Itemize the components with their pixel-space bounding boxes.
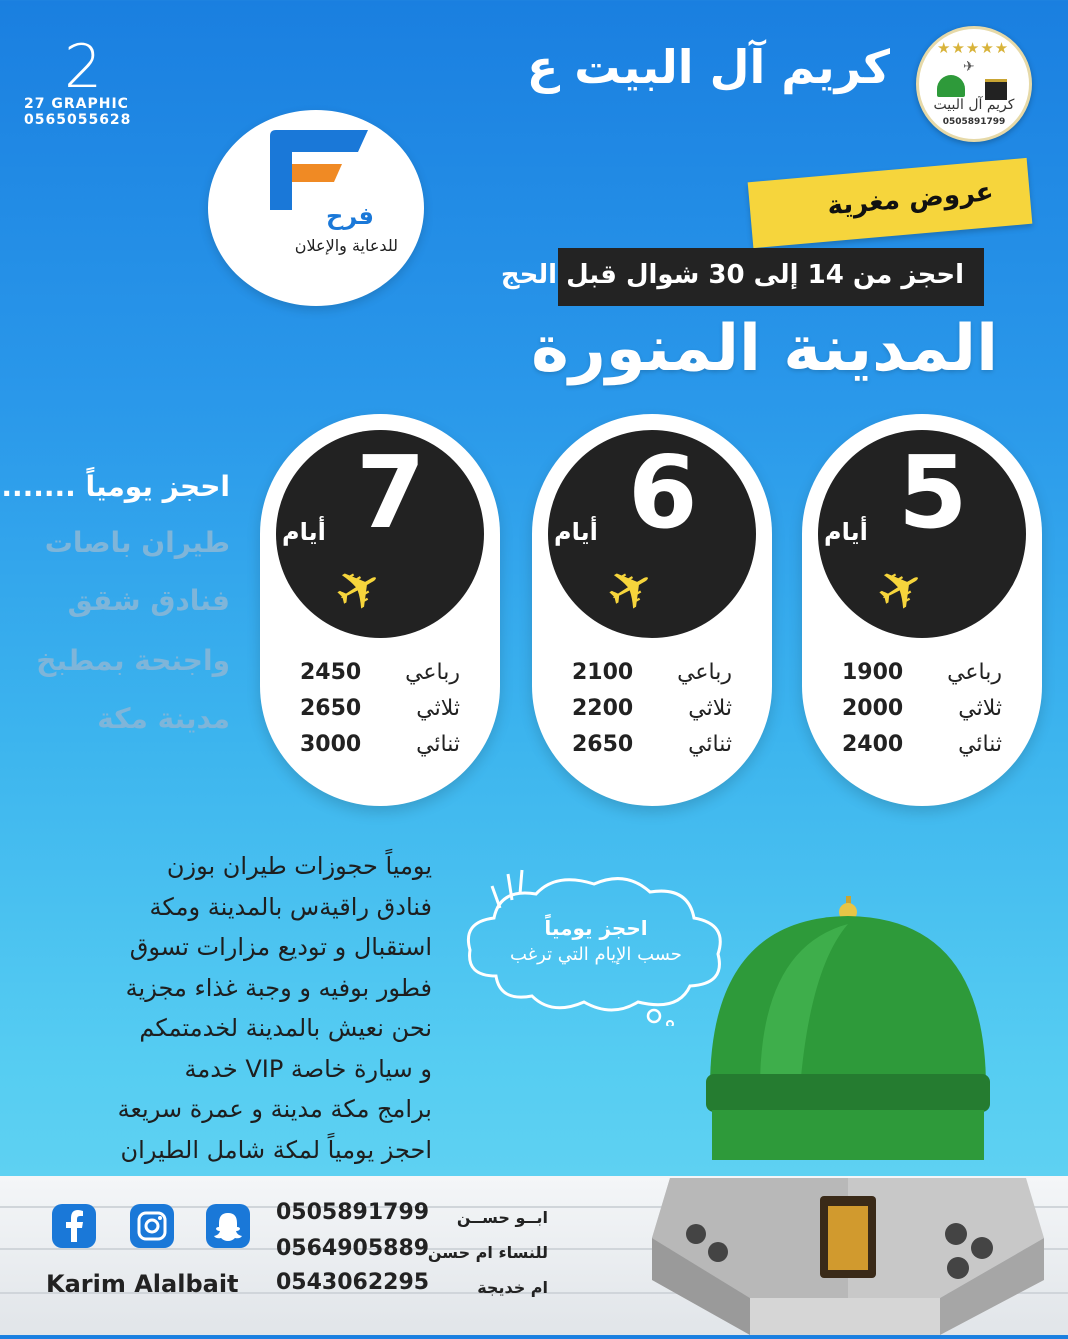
days-label: أيام	[824, 518, 868, 546]
package-card-5-days	[802, 414, 1042, 806]
side-list-item: مدينة مكة	[97, 702, 230, 735]
brand-title: كريم آل البيت ع	[526, 40, 890, 94]
contact-name: ابــو حســن	[456, 1208, 548, 1227]
contact-phone[interactable]: 0543062295	[276, 1270, 430, 1295]
studio-logo-mark: 2	[64, 32, 103, 102]
side-list-item: طيران باصات	[44, 526, 230, 559]
price-value: 2650	[572, 732, 634, 757]
airplane-icon: ✈	[963, 59, 975, 75]
feature-item: فطور بوفيه و وجبة غذاء مجزية	[125, 973, 432, 1002]
feature-item: فنادق راقيةس بالمدينة ومكة	[149, 892, 432, 921]
side-list-heading: احجز يومياً .......	[1, 470, 230, 503]
price-label: ثلاثي	[688, 696, 732, 721]
booking-window-text: احجز من 14 إلى 30 شوال قبل الحج	[500, 260, 964, 290]
seal-name: كريم آل البيت	[933, 97, 1015, 113]
agency-name: فرح	[326, 202, 374, 230]
days-number: 6	[628, 434, 698, 551]
agency-tagline: للدعاية والإعلان	[294, 236, 398, 255]
days-number: 5	[898, 434, 968, 551]
studio-phone: 0565055628	[24, 112, 132, 128]
side-list-item: فنادق شقق	[67, 584, 230, 617]
feature-item: استقبال و توديع مزارات تسوق	[129, 933, 432, 961]
price-value: 2100	[572, 660, 634, 685]
contact-phone[interactable]: 0564905889	[276, 1236, 430, 1261]
price-label: ثنائي	[958, 732, 1002, 757]
price-value: 2450	[300, 660, 362, 685]
price-label: رباعي	[677, 660, 732, 685]
green-dome-illustration	[640, 888, 1060, 1335]
destination-title: المدينة المنورة	[531, 312, 998, 386]
price-value: 2650	[300, 696, 362, 721]
price-value: 3000	[300, 732, 362, 757]
stars-icon: ★★★★★	[937, 39, 1010, 57]
cloud-line-2: حسب الإيام التي ترغب	[510, 944, 682, 965]
contact-name: للنساء ام حسن	[427, 1243, 548, 1262]
price-value: 2000	[842, 696, 904, 721]
side-list-item: واجنحة بمطبخ	[36, 644, 230, 677]
dome-icon	[937, 75, 965, 97]
seal-phone: 0505891799	[942, 117, 1006, 127]
days-number: 7	[356, 434, 426, 551]
contact-phone[interactable]: 0505891799	[276, 1200, 430, 1225]
facebook-icon[interactable]	[52, 1204, 96, 1248]
snapchat-icon[interactable]	[206, 1204, 250, 1248]
booking-window-bar	[500, 248, 984, 306]
feature-item: نحن نعيش بالمدينة لخدمتمكم	[139, 1014, 432, 1042]
price-value: 2400	[842, 732, 904, 757]
offer-tag	[748, 158, 1033, 248]
price-label: رباعي	[405, 660, 460, 685]
offer-tag-text: عروض مغرية	[826, 177, 995, 222]
instagram-icon[interactable]	[130, 1204, 174, 1248]
price-label: ثلاثي	[958, 696, 1002, 721]
studio-name: 27 GRAPHIC	[24, 96, 129, 112]
feature-item: و سيارة خاصة VIP خدمة	[184, 1054, 432, 1083]
feature-item: برامج مكة مدينة و عمرة سريعة	[117, 1095, 432, 1123]
package-card-7-days	[260, 414, 500, 806]
package-card-6-days	[532, 414, 772, 806]
airplane-icon: ✈	[322, 549, 396, 630]
brand-seal-logo	[916, 26, 1032, 142]
social-handle: Karim Alalbait	[46, 1270, 239, 1298]
price-value: 2200	[572, 696, 634, 721]
features-list	[118, 846, 432, 1170]
price-label: ثلاثي	[416, 696, 460, 721]
price-label: ثنائي	[688, 732, 732, 757]
airplane-icon: ✈	[864, 549, 938, 630]
days-label: أيام	[554, 518, 598, 546]
studio-logo	[24, 32, 164, 128]
price-label: ثنائي	[416, 732, 460, 757]
cloud-line-1: احجز يومياً	[544, 916, 648, 940]
price-label: رباعي	[947, 660, 1002, 685]
airplane-icon: ✈	[594, 549, 668, 630]
days-label: أيام	[282, 518, 326, 546]
agency-logo	[208, 110, 424, 306]
feature-item: يومياً حجوزات طيران بوزن	[166, 852, 432, 880]
feature-item: احجز يومياً لمكة شامل الطيران	[120, 1135, 432, 1164]
contact-name: ام خديجة	[477, 1278, 548, 1297]
price-value: 1900	[842, 660, 904, 685]
